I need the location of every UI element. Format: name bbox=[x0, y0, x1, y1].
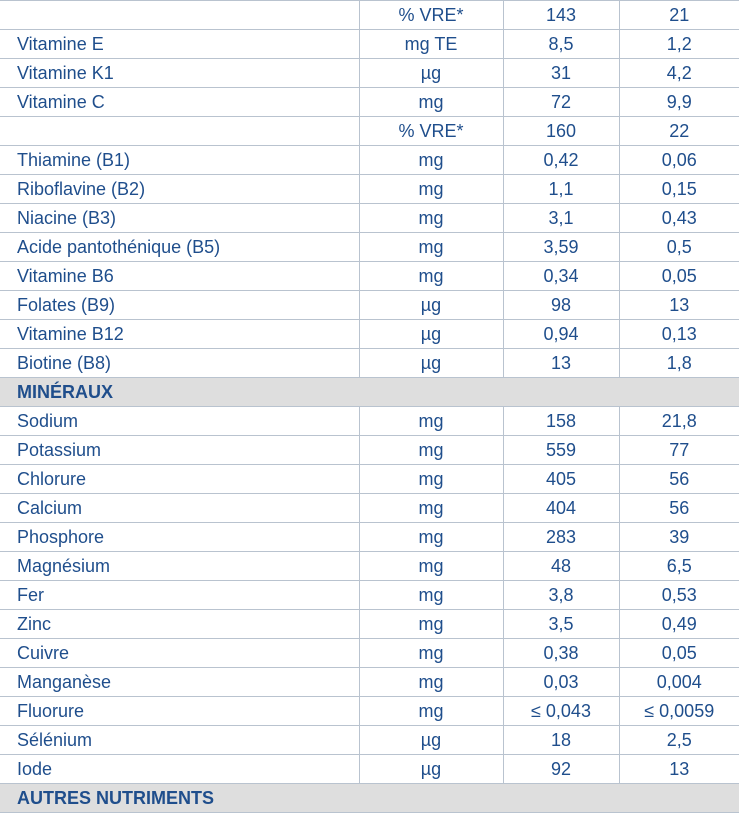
value-per-portion: 9,9 bbox=[619, 88, 739, 117]
value-per-100: 72 bbox=[503, 88, 619, 117]
nutrient-name: Vitamine E bbox=[0, 30, 359, 59]
section-title: MINÉRAUX bbox=[0, 378, 739, 407]
unit-cell: mg bbox=[359, 88, 503, 117]
table-row bbox=[0, 552, 739, 581]
nutrition-table-body bbox=[0, 1, 739, 813]
table-row bbox=[0, 1, 739, 30]
section-title: AUTRES NUTRIMENTS bbox=[0, 784, 739, 813]
nutrient-name: Vitamine C bbox=[0, 88, 359, 117]
unit-cell: mg bbox=[359, 407, 503, 436]
value-per-portion: 56 bbox=[619, 494, 739, 523]
value-per-100: 98 bbox=[503, 291, 619, 320]
value-per-100: 18 bbox=[503, 726, 619, 755]
value-per-portion: 1,2 bbox=[619, 30, 739, 59]
table-row bbox=[0, 523, 739, 552]
nutrient-name: Manganèse bbox=[0, 668, 359, 697]
table-row bbox=[0, 465, 739, 494]
value-per-portion: 4,2 bbox=[619, 59, 739, 88]
nutrient-name: Niacine (B3) bbox=[0, 204, 359, 233]
unit-cell: mg bbox=[359, 494, 503, 523]
unit-cell: µg bbox=[359, 349, 503, 378]
table-row bbox=[0, 639, 739, 668]
unit-cell: mg bbox=[359, 581, 503, 610]
nutrient-name: Cuivre bbox=[0, 639, 359, 668]
table-row bbox=[0, 117, 739, 146]
nutrient-name: Iode bbox=[0, 755, 359, 784]
unit-cell: mg bbox=[359, 146, 503, 175]
value-per-portion: 1,8 bbox=[619, 349, 739, 378]
value-per-100: 3,5 bbox=[503, 610, 619, 639]
nutrient-name: Acide pantothénique (B5) bbox=[0, 233, 359, 262]
nutrient-name: Sélénium bbox=[0, 726, 359, 755]
value-per-100: 8,5 bbox=[503, 30, 619, 59]
value-per-100: 404 bbox=[503, 494, 619, 523]
table-row bbox=[0, 610, 739, 639]
value-per-portion: 56 bbox=[619, 465, 739, 494]
unit-cell: mg bbox=[359, 639, 503, 668]
nutrient-name: Vitamine B6 bbox=[0, 262, 359, 291]
value-per-portion: 13 bbox=[619, 755, 739, 784]
value-per-100: 160 bbox=[503, 117, 619, 146]
table-row bbox=[0, 697, 739, 726]
unit-cell: µg bbox=[359, 291, 503, 320]
nutrient-name: Chlorure bbox=[0, 465, 359, 494]
table-row bbox=[0, 175, 739, 204]
table-row bbox=[0, 291, 739, 320]
table-row bbox=[0, 726, 739, 755]
unit-cell: µg bbox=[359, 320, 503, 349]
value-per-portion: 39 bbox=[619, 523, 739, 552]
value-per-portion: 13 bbox=[619, 291, 739, 320]
section-header bbox=[0, 378, 739, 407]
value-per-100: 31 bbox=[503, 59, 619, 88]
unit-cell: mg bbox=[359, 697, 503, 726]
unit-cell: % VRE* bbox=[359, 1, 503, 30]
value-per-100: 48 bbox=[503, 552, 619, 581]
value-per-portion: ≤ 0,0059 bbox=[619, 697, 739, 726]
value-per-100: 1,1 bbox=[503, 175, 619, 204]
unit-cell: mg bbox=[359, 204, 503, 233]
unit-cell: mg bbox=[359, 552, 503, 581]
nutrient-name: Fluorure bbox=[0, 697, 359, 726]
table-row bbox=[0, 349, 739, 378]
nutrient-name: Potassium bbox=[0, 436, 359, 465]
nutrient-name: Magnésium bbox=[0, 552, 359, 581]
table-row bbox=[0, 30, 739, 59]
table-row bbox=[0, 436, 739, 465]
nutrient-name: Sodium bbox=[0, 407, 359, 436]
unit-cell: µg bbox=[359, 755, 503, 784]
nutrient-name bbox=[0, 1, 359, 30]
value-per-portion: 0,15 bbox=[619, 175, 739, 204]
value-per-portion: 0,53 bbox=[619, 581, 739, 610]
unit-cell: µg bbox=[359, 726, 503, 755]
value-per-portion: 0,05 bbox=[619, 262, 739, 291]
value-per-portion: 77 bbox=[619, 436, 739, 465]
unit-cell: mg bbox=[359, 523, 503, 552]
value-per-100: 0,38 bbox=[503, 639, 619, 668]
unit-cell: % VRE* bbox=[359, 117, 503, 146]
value-per-100: 559 bbox=[503, 436, 619, 465]
value-per-100: 0,03 bbox=[503, 668, 619, 697]
unit-cell: mg bbox=[359, 262, 503, 291]
value-per-100: 0,34 bbox=[503, 262, 619, 291]
nutrient-name: Calcium bbox=[0, 494, 359, 523]
table-row bbox=[0, 59, 739, 88]
value-per-100: 3,8 bbox=[503, 581, 619, 610]
unit-cell: mg bbox=[359, 668, 503, 697]
unit-cell: mg bbox=[359, 610, 503, 639]
nutrient-name: Phosphore bbox=[0, 523, 359, 552]
unit-cell: mg bbox=[359, 175, 503, 204]
value-per-portion: 6,5 bbox=[619, 552, 739, 581]
table-row bbox=[0, 668, 739, 697]
unit-cell: mg bbox=[359, 465, 503, 494]
table-row bbox=[0, 146, 739, 175]
value-per-portion: 21 bbox=[619, 1, 739, 30]
value-per-100: 0,94 bbox=[503, 320, 619, 349]
value-per-100: 3,59 bbox=[503, 233, 619, 262]
value-per-100: 405 bbox=[503, 465, 619, 494]
nutrient-name: Zinc bbox=[0, 610, 359, 639]
table-row bbox=[0, 407, 739, 436]
table-row bbox=[0, 755, 739, 784]
value-per-100: 283 bbox=[503, 523, 619, 552]
value-per-portion: 0,49 bbox=[619, 610, 739, 639]
table-row bbox=[0, 494, 739, 523]
nutrient-name: Biotine (B8) bbox=[0, 349, 359, 378]
value-per-100: 3,1 bbox=[503, 204, 619, 233]
unit-cell: mg bbox=[359, 436, 503, 465]
table-row bbox=[0, 233, 739, 262]
value-per-portion: 0,004 bbox=[619, 668, 739, 697]
value-per-100: 158 bbox=[503, 407, 619, 436]
value-per-100: 13 bbox=[503, 349, 619, 378]
value-per-100: 0,42 bbox=[503, 146, 619, 175]
value-per-portion: 0,43 bbox=[619, 204, 739, 233]
table-row bbox=[0, 581, 739, 610]
value-per-portion: 2,5 bbox=[619, 726, 739, 755]
unit-cell: mg TE bbox=[359, 30, 503, 59]
unit-cell: mg bbox=[359, 233, 503, 262]
nutrient-name: Folates (B9) bbox=[0, 291, 359, 320]
nutrient-name bbox=[0, 117, 359, 146]
value-per-portion: 22 bbox=[619, 117, 739, 146]
value-per-portion: 0,05 bbox=[619, 639, 739, 668]
value-per-100: ≤ 0,043 bbox=[503, 697, 619, 726]
table-row bbox=[0, 262, 739, 291]
nutrient-name: Fer bbox=[0, 581, 359, 610]
table-row bbox=[0, 204, 739, 233]
value-per-100: 92 bbox=[503, 755, 619, 784]
table-row bbox=[0, 88, 739, 117]
table-row bbox=[0, 320, 739, 349]
value-per-portion: 0,5 bbox=[619, 233, 739, 262]
nutrient-name: Riboflavine (B2) bbox=[0, 175, 359, 204]
value-per-portion: 0,06 bbox=[619, 146, 739, 175]
value-per-100: 143 bbox=[503, 1, 619, 30]
nutrient-name: Thiamine (B1) bbox=[0, 146, 359, 175]
value-per-portion: 21,8 bbox=[619, 407, 739, 436]
unit-cell: µg bbox=[359, 59, 503, 88]
nutrient-name: Vitamine K1 bbox=[0, 59, 359, 88]
value-per-portion: 0,13 bbox=[619, 320, 739, 349]
nutrient-name: Vitamine B12 bbox=[0, 320, 359, 349]
section-header bbox=[0, 784, 739, 813]
